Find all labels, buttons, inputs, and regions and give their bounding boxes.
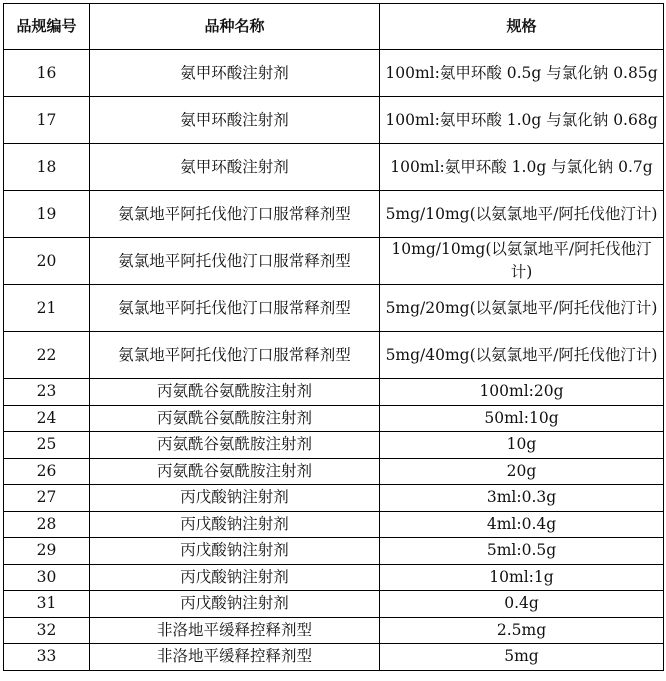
cell-name: 丙戊酸钠注射剂 [90,564,380,591]
cell-spec: 100ml:20g [380,379,664,406]
cell-name: 氨氯地平阿托伐他汀口服常释剂型 [90,238,380,285]
cell-id: 18 [4,144,90,191]
cell-id: 20 [4,238,90,285]
cell-id: 19 [4,191,90,238]
table-row [4,591,664,618]
cell-spec: 10mg/10mg(以氨氯地平/阿托伐他汀计) [380,238,664,285]
table-row [4,144,664,191]
table-row [4,458,664,485]
table-row [4,97,664,144]
header-spec: 规格 [380,4,664,50]
cell-name: 氨甲环酸注射剂 [90,50,380,97]
table-row [4,538,664,565]
cell-id: 27 [4,485,90,512]
cell-name: 氨氯地平阿托伐他汀口服常释剂型 [90,285,380,332]
cell-spec: 4ml:0.4g [380,511,664,538]
header-name: 品种名称 [90,4,380,50]
table-row [4,511,664,538]
header-id: 品规编号 [4,4,90,50]
table-header-row [4,4,664,50]
cell-spec: 100ml:氨甲环酸 1.0g 与氯化钠 0.7g [380,144,664,191]
cell-name: 丙氨酰谷氨酰胺注射剂 [90,432,380,459]
cell-id: 31 [4,591,90,618]
table-row [4,332,664,379]
cell-name: 非洛地平缓释控释剂型 [90,617,380,644]
cell-name: 非洛地平缓释控释剂型 [90,644,380,671]
table-row [4,379,664,406]
cell-spec: 5ml:0.5g [380,538,664,565]
cell-id: 30 [4,564,90,591]
cell-name: 氨氯地平阿托伐他汀口服常释剂型 [90,191,380,238]
cell-spec: 10g [380,432,664,459]
cell-name: 丙氨酰谷氨酰胺注射剂 [90,458,380,485]
table-row [4,405,664,432]
cell-id: 17 [4,97,90,144]
cell-spec: 5mg/20mg(以氨氯地平/阿托伐他汀计) [380,285,664,332]
table-row [4,432,664,459]
cell-spec: 100ml:氨甲环酸 1.0g 与氯化钠 0.68g [380,97,664,144]
cell-id: 32 [4,617,90,644]
cell-name: 丙戊酸钠注射剂 [90,538,380,565]
cell-name: 氨氯地平阿托伐他汀口服常释剂型 [90,332,380,379]
cell-spec: 50ml:10g [380,405,664,432]
cell-spec: 10ml:1g [380,564,664,591]
cell-spec: 5mg [380,644,664,671]
table-row [4,485,664,512]
cell-id: 23 [4,379,90,406]
cell-spec: 5mg/10mg(以氨氯地平/阿托伐他汀计) [380,191,664,238]
table-row [4,564,664,591]
cell-id: 28 [4,511,90,538]
cell-spec: 5mg/40mg(以氨氯地平/阿托伐他汀计) [380,332,664,379]
cell-name: 氨甲环酸注射剂 [90,97,380,144]
table-row [4,644,664,671]
cell-name: 丙戊酸钠注射剂 [90,511,380,538]
cell-name: 丙戊酸钠注射剂 [90,485,380,512]
cell-name: 丙戊酸钠注射剂 [90,591,380,618]
cell-name: 丙氨酰谷氨酰胺注射剂 [90,379,380,406]
table-row [4,617,664,644]
cell-id: 16 [4,50,90,97]
drug-spec-table [3,3,664,671]
cell-id: 29 [4,538,90,565]
cell-id: 25 [4,432,90,459]
cell-name: 氨甲环酸注射剂 [90,144,380,191]
cell-spec: 0.4g [380,591,664,618]
cell-spec: 2.5mg [380,617,664,644]
table-row [4,285,664,332]
table-row [4,50,664,97]
table-row [4,238,664,285]
cell-id: 26 [4,458,90,485]
cell-spec: 100ml:氨甲环酸 0.5g 与氯化钠 0.85g [380,50,664,97]
cell-id: 33 [4,644,90,671]
cell-spec: 3ml:0.3g [380,485,664,512]
cell-id: 22 [4,332,90,379]
table-row [4,191,664,238]
cell-name: 丙氨酰谷氨酰胺注射剂 [90,405,380,432]
cell-spec: 20g [380,458,664,485]
cell-id: 21 [4,285,90,332]
cell-id: 24 [4,405,90,432]
